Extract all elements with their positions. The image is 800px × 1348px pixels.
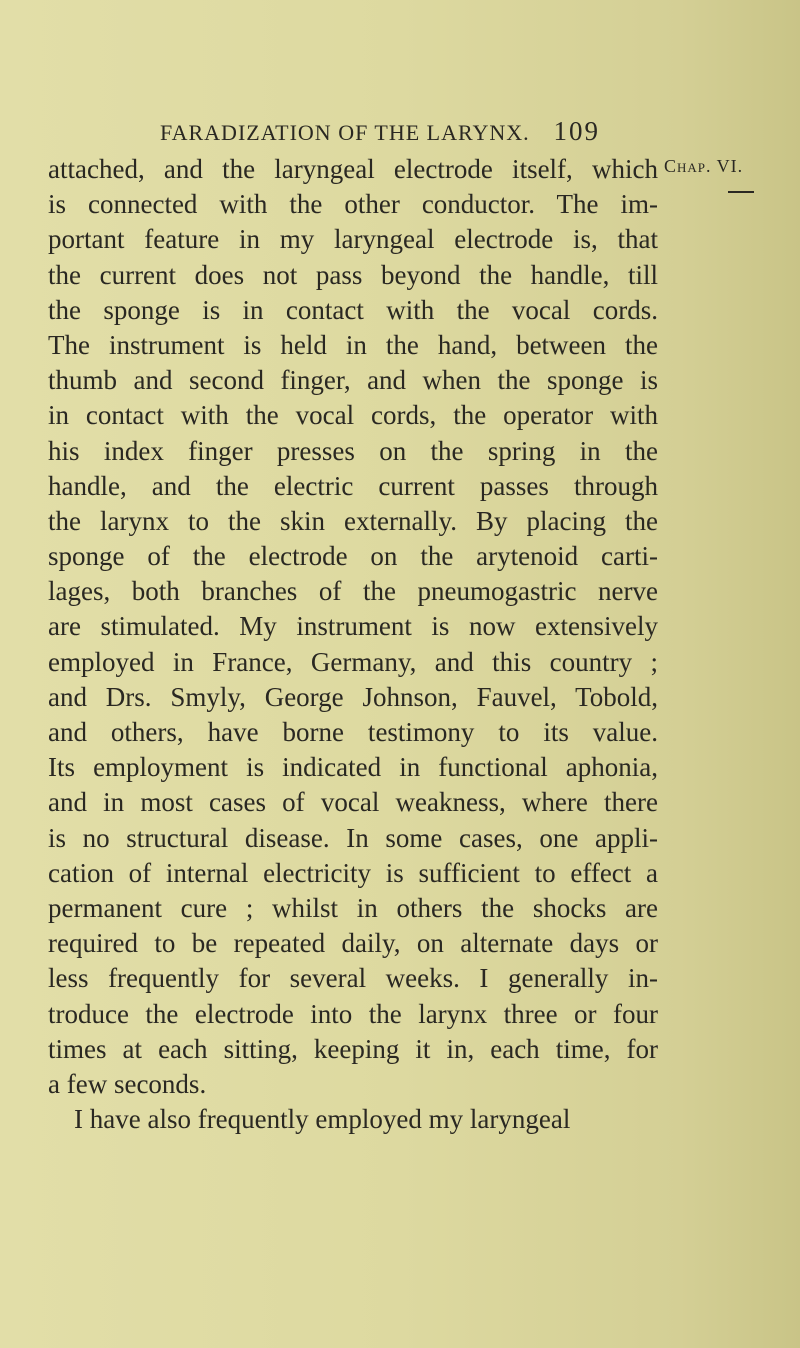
- text-line: a few seconds.: [48, 1068, 207, 1099]
- text-line: and in most cases of vocal weakness, where there: [48, 787, 658, 818]
- text-line: Its employment is indicated in functional aphonia,: [48, 752, 658, 783]
- text-line: and others, have borne testimony to its value.: [48, 717, 658, 747]
- text-line: thumb and second finger, and when the sponge is: [48, 365, 658, 396]
- text-line: the current does not pass beyond the handle, till: [48, 259, 658, 290]
- text-line: is no structural disease. In some cases, one appli-: [48, 822, 658, 853]
- text-line: employed in France, Germany, and this country ;: [48, 646, 658, 677]
- chapter-margin-note: [664, 156, 754, 193]
- text-line: lages, both branches of the pneumogastric nerve: [48, 576, 658, 607]
- text-line: in contact with the vocal cords, the operator with: [48, 400, 658, 431]
- text-line: I have also frequently employed my laryngeal: [74, 1104, 571, 1135]
- text-line: times at each sitting, keeping it in, each time, for: [48, 1033, 658, 1064]
- text-line: required to be repeated daily, on alternate days or: [48, 928, 658, 959]
- text-line: attached, and the laryngeal electrode itself, which: [48, 154, 658, 184]
- text-line: is connected with the other conductor. The im-: [48, 189, 658, 220]
- text-line: portant feature in my laryngeal electrode is, that: [48, 224, 658, 255]
- text-line: cation of internal electricity is sufficient to effect a: [48, 857, 658, 888]
- margin-rule: [728, 191, 754, 193]
- page-number: 109: [553, 116, 600, 146]
- text-line: troduce the electrode into the larynx three or four: [48, 998, 658, 1029]
- body-text: [48, 152, 658, 1137]
- text-line: the sponge is in contact with the vocal cords.: [48, 294, 658, 325]
- text-line: the larynx to the skin externally. By placing the: [48, 505, 658, 536]
- chapter-label: Chap. VI.: [664, 156, 744, 176]
- text-line: his index finger presses on the spring in the: [48, 435, 658, 466]
- text-line: less frequently for several weeks. I generally in-: [48, 963, 658, 994]
- text-line: The instrument is held in the hand, between the: [48, 329, 658, 360]
- text-line: are stimulated. My instrument is now extensively: [48, 611, 658, 642]
- text-line: handle, and the electric current passes through: [48, 470, 658, 501]
- running-head-title: FARADIZATION OF THE LARYNX.: [160, 120, 530, 145]
- text-line: permanent cure ; whilst in others the shocks are: [48, 892, 658, 923]
- text-line: and Drs. Smyly, George Johnson, Fauvel, Tobold,: [48, 681, 658, 712]
- text-line: sponge of the electrode on the arytenoid carti-: [48, 541, 658, 572]
